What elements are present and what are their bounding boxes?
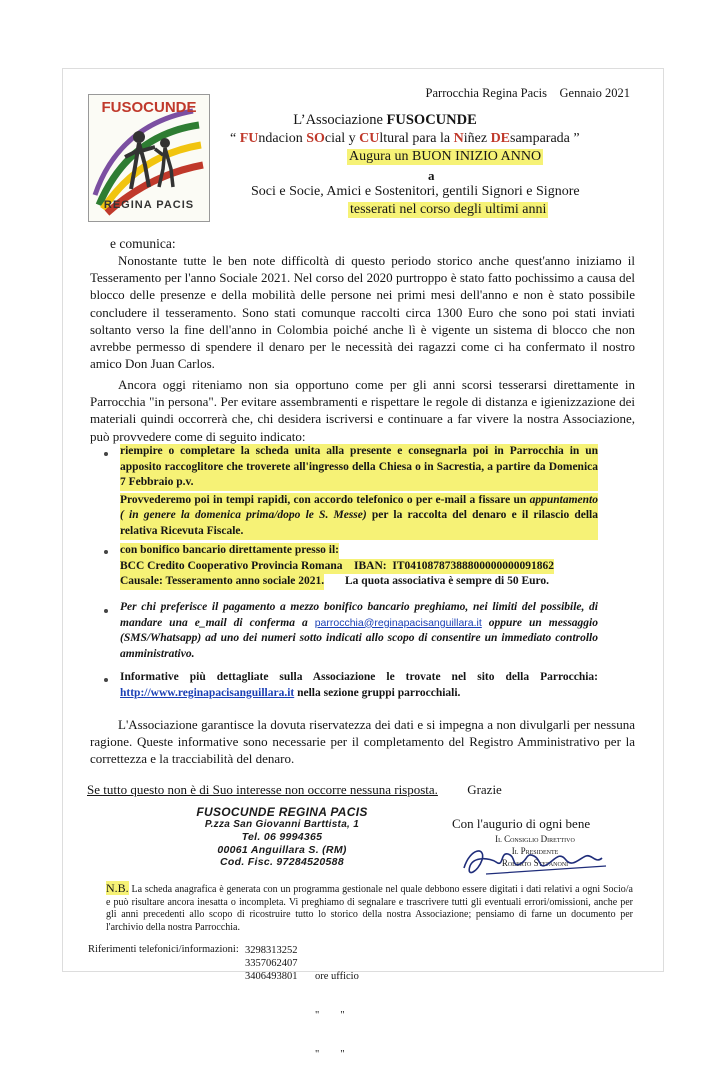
association-prefix: L’Associazione xyxy=(293,112,387,128)
phone-1: 3298313252 xyxy=(245,945,298,956)
greeting: Augura un BUON INIZIO ANNO xyxy=(349,149,542,164)
bullet-4-dot xyxy=(104,678,108,682)
bullet-1-text-b: Provvederemo poi in tempi rapidi, con accordo telefonico o per e-mail a fissare un appuntamento ( in genere la domenica prima/dopo le S. Messe) per la raccolta del denaro e il rilascio della relativa Ricevuta Fiscale. xyxy=(120,493,598,540)
stamp-line-3: Tel. 06 9994365 xyxy=(241,831,323,843)
closing-underlined: Se tutto questo non è di Suo interesse non occorre nessuna risposta. xyxy=(87,782,438,797)
phone-3: 3406493801 xyxy=(245,971,298,982)
note-1: ore ufficio xyxy=(315,971,359,982)
recipients-tail: tesserati nel corso degli ultimi anni xyxy=(350,202,547,217)
bullet-2-line-2: BCC Credito Cooperativo Provincia Romana IBAN: IT04108787388800000000091862 xyxy=(120,559,554,575)
association-name: FUSOCUNDE xyxy=(386,112,477,128)
association-stamp xyxy=(192,806,372,869)
bullet-2 xyxy=(120,543,600,590)
phone-2: 3357062407 xyxy=(245,958,298,969)
greeting-a: a xyxy=(428,168,435,183)
contacts-phones xyxy=(245,944,298,983)
paragraph-3: L'Associazione garantisce la dovuta riservatezza dei dati e si impegna a non divulgarli per nessuna ragione. Queste informative sono necessarie per il completamento del Registro Amministrativo per la correttezza e la tracciabilità del denaro. xyxy=(90,717,635,767)
note-3: " " xyxy=(315,1049,345,1060)
signature-line-1: Il Consiglio Direttivo xyxy=(495,834,575,844)
nb-label: N.B. xyxy=(106,881,129,895)
note-2: " " xyxy=(315,1010,345,1021)
bullet-1-dot xyxy=(104,452,108,456)
bullet-1-text-a: riempire o completare la scheda unita alla presente e consegnarla poi in Parrocchia in un apposito raccoglitore che troverete all'ingresso della Chiesa o in Sacrestia, a partire da Domenica 7 Febbraio p.v. xyxy=(120,444,598,491)
acronym-line: “ FUndacion SOcial y CUltural para la Niñez DEsamparada ” xyxy=(230,131,580,146)
bullet-1 xyxy=(120,444,598,540)
paragraph-2: Ancora oggi riteniamo non sia opportuno come per gli anni scorsi tesserarsi direttamente in Parrocchia "in persona". Per evitare assembramenti e rispettare le regole di distanza e igienizzazione dei materiali quindi occorrerà che, chi desidera iscriversi e continuare a far vivere la nostra Associazione, può provvedere come di seguito indicato: xyxy=(90,377,635,444)
contacts-label: Riferimenti telefonici/informazioni: xyxy=(88,944,239,955)
fusocunde-logo xyxy=(88,94,210,222)
logo-bottom-text: REGINA PACIS xyxy=(103,199,195,211)
contacts-notes xyxy=(315,944,359,1074)
nb-note xyxy=(106,882,633,934)
stamp-line-2: P.zza San Giovanni Barttista, 1 xyxy=(204,818,360,830)
recipients: Soci e Socie, Amici e Sostenitori, gentili Signori e Signore xyxy=(251,184,580,199)
nb-text: La scheda anagrafica è generata con un programma gestionale nel quale debbono essere digitati i dati relativi a ogni Socio/a e può risultare ancora inesatta o incompleta. Vi preghiamo di segnalare e trascrivere tutti gli eventuali errori/omissioni, anche per gli anni precedenti allo scopo di ricostruire tutto lo storico della nostra Associazione; pensiamo di farne un documento per l'archivio della nostra Parrocchia. xyxy=(106,884,633,933)
bullet-2-dot xyxy=(104,550,108,554)
bullet-2-fee: La quota associativa è sempre di 50 Euro. xyxy=(345,575,550,588)
signature-line-3: Roberto Stefanoni xyxy=(501,858,569,868)
parish-date: Parrocchia Regina Pacis Gennaio 2021 xyxy=(425,86,630,100)
bullet-2-line-1: con bonifico bancario direttamente presso il: xyxy=(120,543,339,559)
website-link[interactable]: http://www.reginapacisanguillara.it xyxy=(120,686,295,699)
email-link[interactable]: parrocchia@reginapacisanguillara.it xyxy=(314,616,482,629)
thanks: Grazie xyxy=(467,782,502,797)
association-line xyxy=(230,112,540,129)
logo-top-text: FUSOCUNDE xyxy=(101,99,197,116)
closing-line xyxy=(87,782,537,798)
stamp-line-4: 00061 Anguillara S. (RM) xyxy=(217,843,347,856)
bullet-3: Per chi preferisce il pagamento a mezzo bonifico bancario preghiamo, nei limiti del possibile, di mandare una e_mail di conferma a parrocchia@reginapacisanguillara.it oppure un messaggio (SMS/Whatsapp) ad uno dei numeri sotto indicati allo scopo di consentire un immediato controllo amministrativo. xyxy=(120,601,599,660)
bullet-3-dot xyxy=(104,609,108,613)
closing-wish: Con l'augurio di ogni bene xyxy=(452,816,591,831)
handwritten-signature xyxy=(456,838,616,884)
paragraph-1: Nonostante tutte le ben note difficoltà di questo periodo storico anche quest'anno iniziamo il Tesseramento per l'anno Sociale 2021. Nel corso del 2020 purtroppo è stato fatto pochissimo a causa del blocco delle presenze e della mobilità delle persone nei primi mesi dell'anno e non è stato possibile concludere il tesseramento. Sono stati comunque raccolti circa 1300 Euro che sono poi stati inviati soltanto verso la fine dell'anno in Colombia poiché anche lì è vigente un sistema di blocco che non avrebbe permesso di spendere il denaro per le necessità dei ragazzi come ci ha confermato il nostro amico Don Juan Carlos. xyxy=(90,253,635,372)
intro: e comunica: xyxy=(110,236,176,251)
signature-line-2: Il Presidente xyxy=(511,846,559,856)
stamp-line-1: FUSOCUNDE REGINA PACIS xyxy=(196,805,368,819)
bullet-2-line-3: Causale: Tesseramento anno sociale 2021. xyxy=(120,574,324,590)
bullet-4: Informative più dettagliate sulla Associazione le trovate nel sito della Parrocchia: http://www.reginapacisanguillara.it nella sezione gruppi parrocchiali. xyxy=(120,671,598,699)
stamp-line-5: Cod. Fisc. 97284520588 xyxy=(220,856,344,868)
